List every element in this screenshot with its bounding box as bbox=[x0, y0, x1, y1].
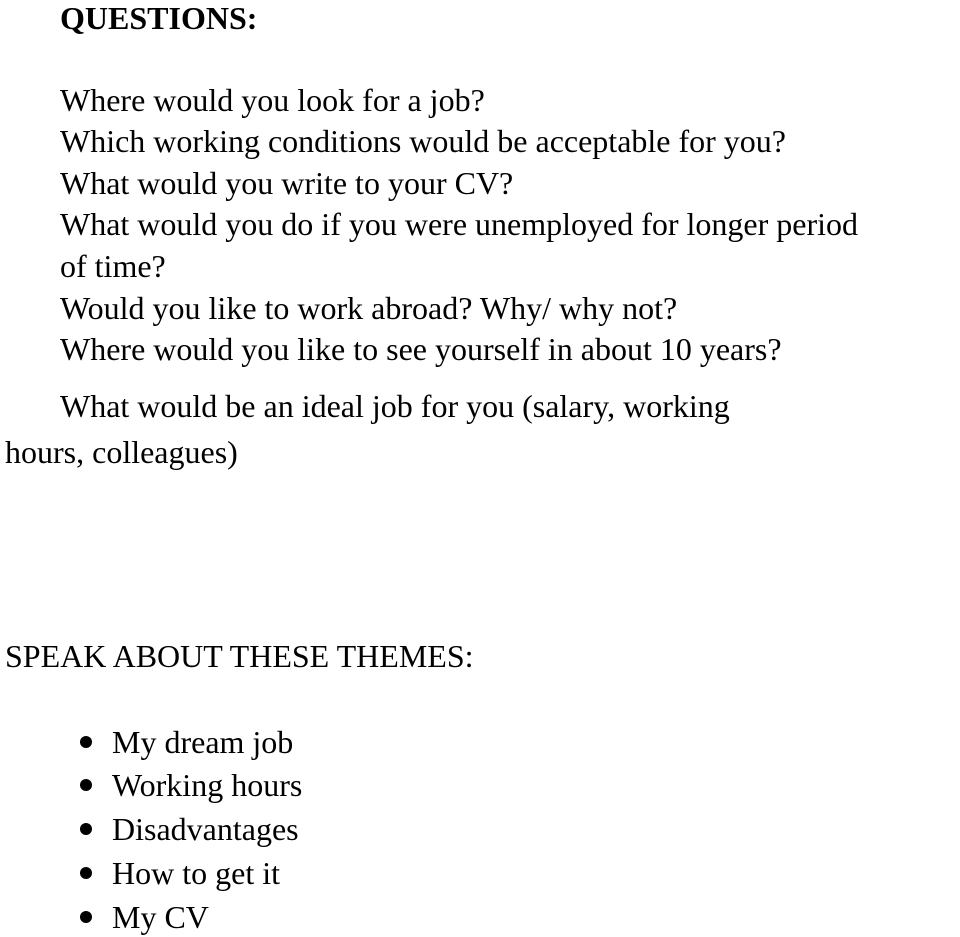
bullet-icon bbox=[80, 911, 92, 923]
question-line: of time? bbox=[60, 248, 166, 284]
questions-heading: QUESTIONS: bbox=[60, 0, 258, 36]
themes-heading: SPEAK ABOUT THESE THEMES: bbox=[5, 638, 474, 674]
question-line: Where would you look for a job? bbox=[60, 82, 485, 118]
question-line: What would you do if you were unemployed for longer period bbox=[60, 206, 859, 242]
question-line: Which working conditions would be acceptable for you? bbox=[60, 123, 786, 159]
bullet-icon bbox=[80, 779, 92, 791]
theme-label: Disadvantages bbox=[112, 811, 299, 847]
theme-label: My CV bbox=[112, 899, 209, 935]
theme-label: My dream job bbox=[112, 724, 294, 760]
bullet-icon bbox=[80, 867, 92, 879]
bullet-icon bbox=[80, 736, 92, 748]
question-line: What would you write to your CV? bbox=[60, 165, 514, 201]
question-line: Where would you like to see yourself in about 10 years? bbox=[60, 331, 782, 367]
theme-label: How to get it bbox=[112, 855, 280, 891]
ideal-job-question-line1: What would be an ideal job for you (salary, working bbox=[60, 388, 730, 424]
theme-label: Working hours bbox=[112, 767, 303, 803]
question-line: Would you like to work abroad? Why/ why not? bbox=[60, 290, 678, 326]
bullet-icon bbox=[80, 823, 92, 835]
ideal-job-question-line2: hours, colleagues) bbox=[5, 434, 238, 470]
